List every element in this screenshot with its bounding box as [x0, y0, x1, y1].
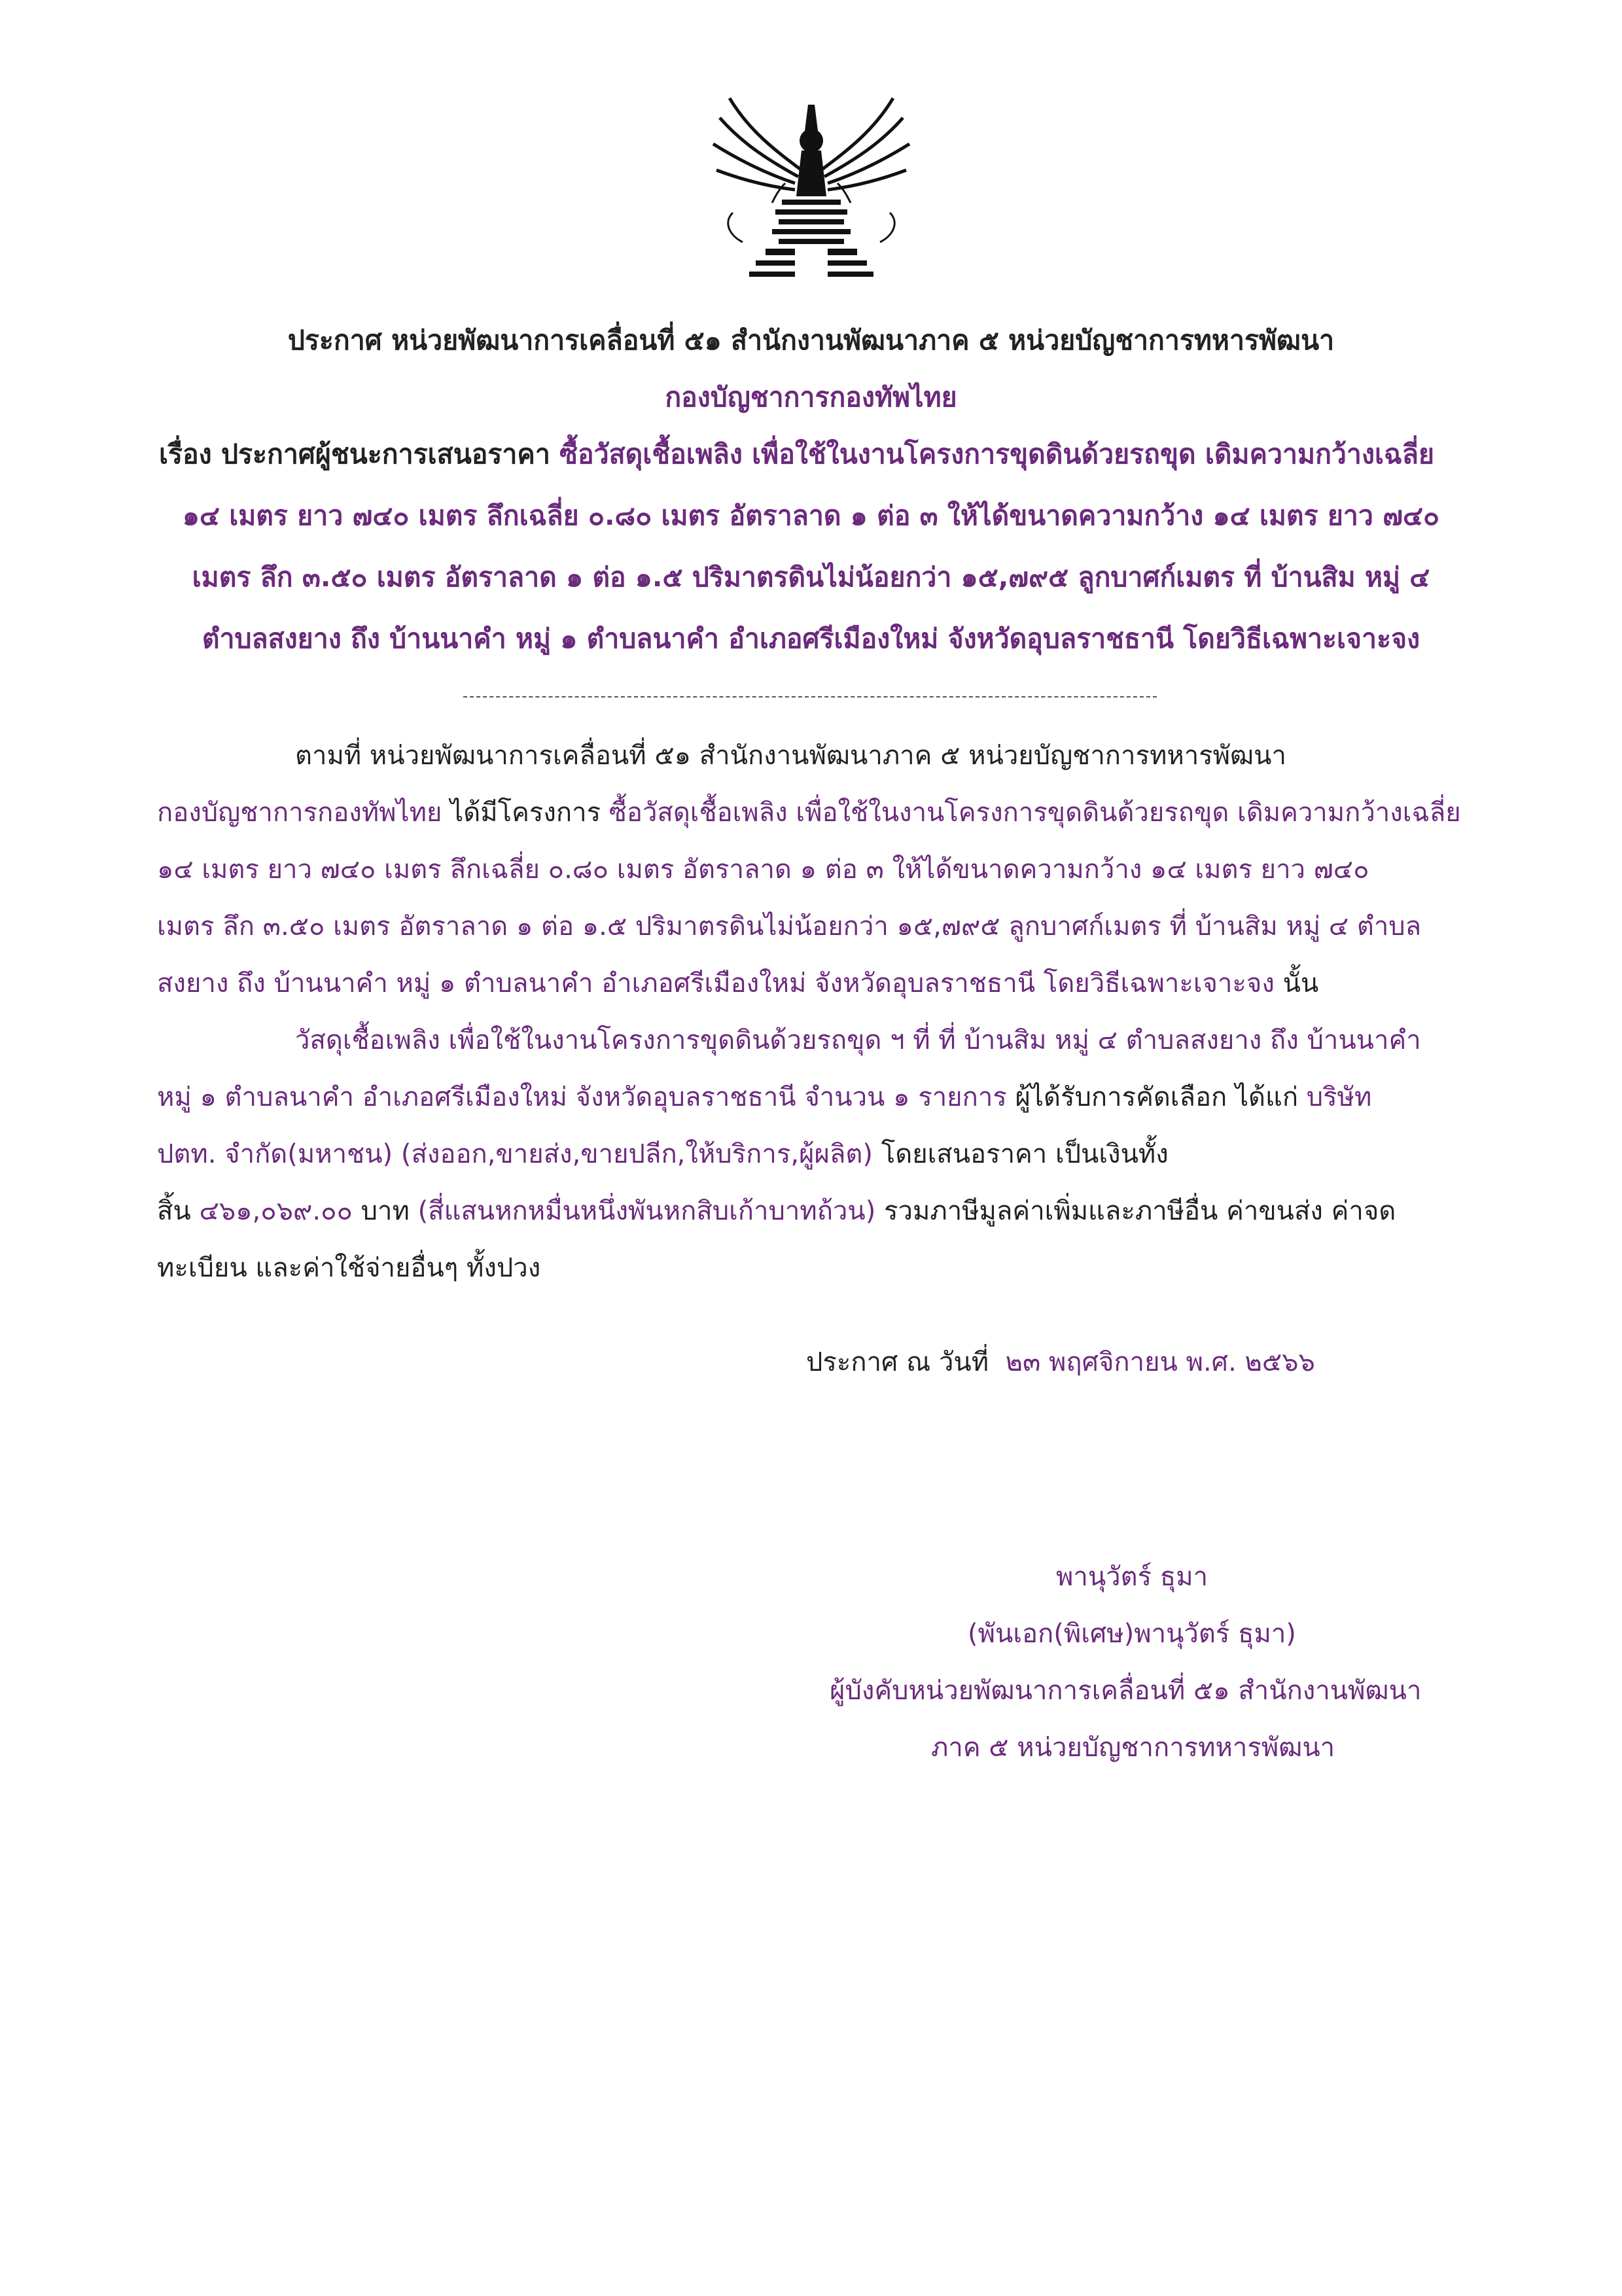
subject-prefix: เรื่อง ประกาศผู้ชนะการเสนอราคา	[159, 438, 550, 470]
p2-line4-amount: ๔๖๑,๐๖๙.๐๐	[199, 1196, 353, 1226]
signature-position-line2: ภาค ๕ หน่วยบัญชาการทหารพัฒนา	[931, 1733, 1335, 1763]
separator-line	[463, 696, 1157, 698]
p2-line4	[157, 1192, 1396, 1231]
p2-line5: ทะเบียน และค่าใช้จ่ายอื่นๆ ทั้งปวง	[157, 1253, 541, 1283]
p1-line2-mid: ได้มีโครงการ	[442, 798, 609, 828]
p1-line1: ตามที่ หน่วยพัฒนาการเคลื่อนที่ ๕๑ สำนักงานพัฒนาภาค ๕ หน่วยบัญชาการทหารพัฒนา	[295, 741, 1286, 771]
p1-line4: เมตร ลึก ๓.๕๐ เมตร อัตราลาด ๑ ต่อ ๑.๕ ปริมาตรดินไม่น้อยกว่า ๑๕,๗๙๕ ลูกบาศก์เมตร ที่ บ้านสิม หมู่ ๔ ตำบล	[157, 911, 1422, 942]
p1-line5-text: สงยาง ถึง บ้านนาคำ หมู่ ๑ ตำบลนาคำ อำเภอศรีเมืองใหม่ จังหวัดอุบลราชธานี โดยวิธีเฉพาะเจาะจง	[157, 968, 1275, 998]
p2-line2-company: บริษัท	[1306, 1082, 1372, 1112]
subject-line2: ๑๔ เมตร ยาว ๗๔๐ เมตร ลึกเฉลี่ย ๐.๘๐ เมตร อัตราลาด ๑ ต่อ ๓ ให้ได้ขนาดความกว้าง ๑๔ เมตร ยาว ๗๔๐	[182, 500, 1440, 531]
p1-line3: ๑๔ เมตร ยาว ๗๔๐ เมตร ลึกเฉลี่ย ๐.๘๐ เมตร อัตราลาด ๑ ต่อ ๓ ให้ได้ขนาดความกว้าง ๑๔ เมตร ยาว ๗๔๐	[157, 855, 1369, 885]
signature-position-line1: ผู้บังคับหน่วยพัฒนาการเคลื่อนที่ ๕๑ สำนักงานพัฒนา	[830, 1676, 1422, 1706]
signature-name: พานุวัตร์ ธุมา	[1056, 1562, 1208, 1592]
p2-line3-price-label: โดยเสนอราคา เป็นเงินทั้ง	[873, 1139, 1169, 1169]
p2-line3	[157, 1135, 1169, 1174]
p1-line2	[157, 793, 1461, 832]
header-title-line2: กองบัญชาการกองทัพไทย	[665, 381, 957, 413]
subject-line3: เมตร ลึก ๓.๕๐ เมตร อัตราลาด ๑ ต่อ ๑.๕ ปริมาตรดินไม่น้อยกว่า ๑๕,๗๙๕ ลูกบาศก์เมตร ที่ บ้านสิม หมู่ ๔	[192, 561, 1430, 593]
p2-line2-location: หมู่ ๑ ตำบลนาคำ อำเภอศรีเมืองใหม่ จังหวัดอุบลราชธานี จำนวน ๑ รายการ	[157, 1082, 1007, 1112]
garuda-emblem-icon	[703, 92, 919, 281]
subject-line1	[159, 434, 1434, 474]
p1-line5	[157, 964, 1318, 1003]
p2-line2-winner-label: ผู้ได้รับการคัดเลือก ได้แก่	[1006, 1082, 1307, 1112]
p2-line4-tax: รวมภาษีมูลค่าเพิ่มและภาษีอื่น ค่าขนส่ง ค่าจด	[875, 1196, 1396, 1226]
p2-line4-amount-words: (สี่แสนหกหมื่นหนึ่งพันหกสิบเก้าบาทถ้วน)	[417, 1196, 876, 1226]
p2-line2	[157, 1078, 1371, 1117]
p2-line4-baht: บาท	[352, 1196, 418, 1226]
signature-rank-name: (พันเอก(พิเศษ)พานุวัตร์ ธุมา)	[968, 1619, 1296, 1649]
p1-line2-org: กองบัญชาการกองทัพไทย	[157, 798, 442, 828]
subject-line4: ตำบลสงยาง ถึง บ้านนาคำ หมู่ ๑ ตำบลนาคำ อำเภอศรีเมืองใหม่ จังหวัดอุบลราชธานี โดยวิธีเฉพาะเจาะจง	[202, 623, 1420, 654]
p1-line2-project: ซื้อวัสดุเชื้อเพลิง เพื่อใช้ในงานโครงการขุดดินด้วยรถขุด เดิมความกว้างเฉลี่ย	[608, 798, 1461, 828]
date-prefix: ประกาศ ณ วันที่	[806, 1347, 989, 1377]
p1-line5-end: นั้น	[1274, 968, 1319, 998]
p2-line1: วัสดุเชื้อเพลิง เพื่อใช้ในงานโครงการขุดดินด้วยรถขุด ฯ ที่ ที่ บ้านสิม หมู่ ๔ ตำบลสงยาง ถึง บ้านนาคำ	[295, 1025, 1421, 1055]
p2-line3-company: ปตท. จำกัด(มหาชน) (ส่งออก,ขายส่ง,ขายปลีก,ให้บริการ,ผู้ผลิต)	[157, 1139, 873, 1169]
subject-line1-rest: ซื้อวัสดุเชื้อเพลิง เพื่อใช้ในงานโครงการขุดดินด้วยรถขุด เดิมความกว้างเฉลี่ย	[559, 438, 1435, 470]
p2-line4-prefix: สิ้น	[157, 1196, 200, 1226]
header-title-line1: ประกาศ หน่วยพัฒนาการเคลื่อนที่ ๕๑ สำนักงานพัฒนาภาค ๕ หน่วยบัญชาการทหารพัฒนา	[287, 325, 1335, 356]
date-value: ๒๓ พฤศจิกายน พ.ศ. ๒๕๖๖	[1005, 1347, 1315, 1377]
announcement-date	[806, 1343, 1315, 1382]
